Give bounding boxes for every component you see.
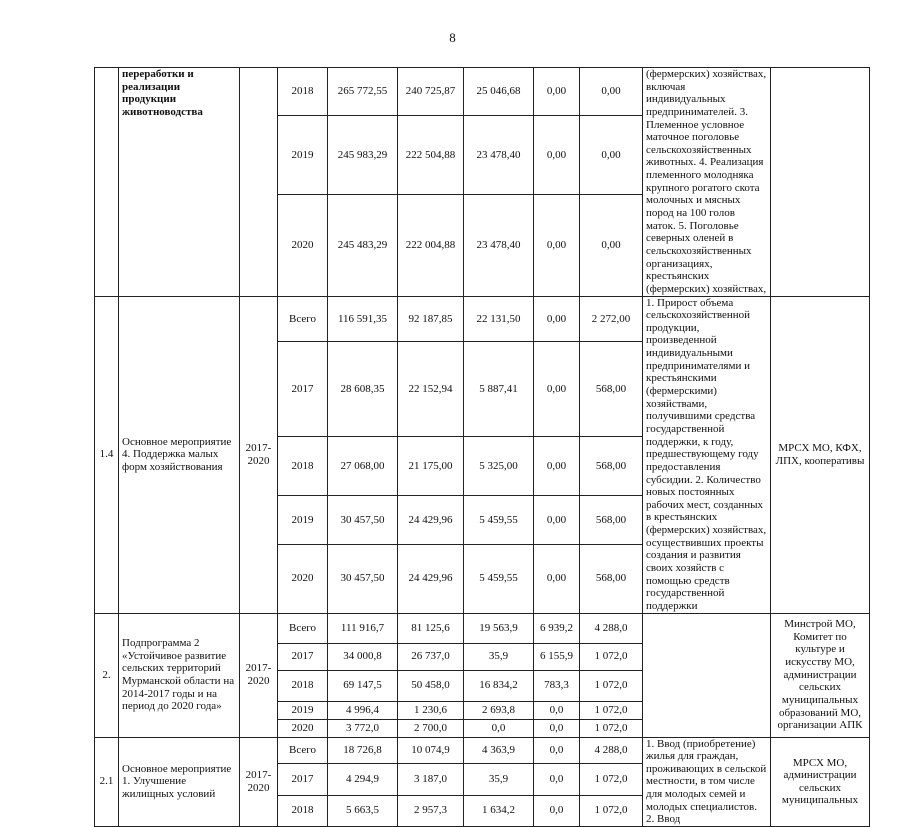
extrabudget-cell: 4 288,0	[580, 613, 643, 643]
local-budget-cell: 0,00	[534, 342, 580, 437]
period	[240, 68, 278, 297]
executors	[771, 68, 870, 297]
year-cell: Всего	[278, 613, 328, 643]
federal-budget-cell: 5 325,00	[464, 437, 534, 496]
year-cell: Всего	[278, 737, 328, 764]
period: 2017-2020	[240, 613, 278, 737]
federal-budget-cell: 5 887,41	[464, 342, 534, 437]
federal-budget-cell: 23 478,40	[464, 116, 534, 195]
local-budget-cell: 6 939,2	[534, 613, 580, 643]
total-cell: 245 983,29	[328, 116, 398, 195]
regional-budget-cell: 24 429,96	[398, 495, 464, 544]
federal-budget-cell: 4 363,9	[464, 737, 534, 764]
total-cell: 265 772,55	[328, 68, 398, 116]
total-cell: 30 457,50	[328, 495, 398, 544]
year-cell: 2020	[278, 719, 328, 737]
regional-budget-cell: 222 504,88	[398, 116, 464, 195]
total-cell: 3 772,0	[328, 719, 398, 737]
year-cell: Всего	[278, 296, 328, 342]
year-cell: 2017	[278, 764, 328, 795]
year-cell: 2019	[278, 116, 328, 195]
extrabudget-cell: 1 072,0	[580, 643, 643, 670]
year-cell: 2017	[278, 342, 328, 437]
executors: МРСХ МО, администрации сельских муниципальных	[771, 737, 870, 826]
federal-budget-cell: 22 131,50	[464, 296, 534, 342]
year-cell: 2020	[278, 194, 328, 296]
total-cell: 27 068,00	[328, 437, 398, 496]
local-budget-cell: 0,00	[534, 116, 580, 195]
executors: МРСХ МО, КФХ, ЛПХ, кооперативы	[771, 296, 870, 613]
measure-name: переработки и реализации продукции животноводства	[119, 68, 240, 297]
extrabudget-cell: 568,00	[580, 437, 643, 496]
total-cell: 18 726,8	[328, 737, 398, 764]
table-row	[95, 613, 870, 643]
federal-budget-cell: 5 459,55	[464, 544, 534, 613]
local-budget-cell: 0,0	[534, 737, 580, 764]
year-cell: 2018	[278, 437, 328, 496]
federal-budget-cell: 35,9	[464, 643, 534, 670]
year-cell: 2018	[278, 68, 328, 116]
extrabudget-cell: 0,00	[580, 116, 643, 195]
results-indicators: 1. Ввод (приобретение) жилья для граждан, проживающих в сельской местности, в том числе для молодых семей и молодых специалистов. 2. Ввод	[643, 737, 771, 826]
extrabudget-cell: 1 072,0	[580, 719, 643, 737]
total-cell: 4 996,4	[328, 701, 398, 719]
extrabudget-cell: 1 072,0	[580, 795, 643, 827]
row-index	[95, 68, 119, 297]
total-cell: 30 457,50	[328, 544, 398, 613]
results-indicators	[643, 613, 771, 737]
local-budget-cell: 0,0	[534, 701, 580, 719]
regional-budget-cell: 222 004,88	[398, 194, 464, 296]
local-budget-cell: 0,00	[534, 296, 580, 342]
local-budget-cell: 0,00	[534, 495, 580, 544]
regional-budget-cell: 240 725,87	[398, 68, 464, 116]
year-cell: 2020	[278, 544, 328, 613]
total-cell: 4 294,9	[328, 764, 398, 795]
total-cell: 69 147,5	[328, 670, 398, 701]
regional-budget-cell: 26 737,0	[398, 643, 464, 670]
regional-budget-cell: 81 125,6	[398, 613, 464, 643]
total-cell: 28 608,35	[328, 342, 398, 437]
row-index: 1.4	[95, 296, 119, 613]
local-budget-cell: 6 155,9	[534, 643, 580, 670]
row-index: 2.	[95, 613, 119, 737]
year-cell: 2017	[278, 643, 328, 670]
page-number: 8	[449, 30, 456, 45]
federal-budget-cell: 5 459,55	[464, 495, 534, 544]
extrabudget-cell: 1 072,0	[580, 701, 643, 719]
local-budget-cell: 0,00	[534, 544, 580, 613]
table-row	[95, 737, 870, 764]
regional-budget-cell: 1 230,6	[398, 701, 464, 719]
total-cell: 34 000,8	[328, 643, 398, 670]
table-row	[95, 296, 870, 342]
extrabudget-cell: 568,00	[580, 342, 643, 437]
local-budget-cell: 0,0	[534, 764, 580, 795]
year-cell: 2018	[278, 670, 328, 701]
year-cell: 2018	[278, 795, 328, 827]
local-budget-cell: 0,0	[534, 719, 580, 737]
results-indicators: 1. Прирост объема сельскохозяйственной продукции, произведенной индивидуальными предпринимателями и крестьянскими (фермерскими) хозяйствами, получившими средства государственной поддержки, к году, предшествующему году предоставления субсидии. 2. Количество новых постоянных рабочих мест, созданных в крестьянских (фермерских) хозяйствах, осуществивших проекты создания и развития своих хозяйств с помощью средств государственной поддержки	[643, 296, 771, 613]
federal-budget-cell: 0,0	[464, 719, 534, 737]
regional-budget-cell: 21 175,00	[398, 437, 464, 496]
year-cell: 2019	[278, 701, 328, 719]
local-budget-cell: 0,0	[534, 795, 580, 827]
federal-budget-cell: 1 634,2	[464, 795, 534, 827]
results-indicators: (фермерских) хозяйствах, включая индивидуальных предпринимателей. 3. Племенное условное маточное поголовье сельскохозяйственных животных. 4. Реализация племенного молодняка крупного рогатого скота молочных и мясных пород на 100 голов маток. 5. Поголовье северных оленей в сельскохозяйственных организациях, крестьянских (фермерских) хозяйствах,	[643, 68, 771, 297]
extrabudget-cell: 0,00	[580, 68, 643, 116]
extrabudget-cell: 2 272,00	[580, 296, 643, 342]
row-index: 2.1	[95, 737, 119, 826]
period: 2017-2020	[240, 296, 278, 613]
measure-name: Подпрограмма 2 «Устойчивое развитие сельских территорий Мурманской области на 2014-2017 годы и на период до 2020 года»	[119, 613, 240, 737]
total-cell: 5 663,5	[328, 795, 398, 827]
federal-budget-cell: 2 693,8	[464, 701, 534, 719]
local-budget-cell: 0,00	[534, 194, 580, 296]
local-budget-cell: 783,3	[534, 670, 580, 701]
regional-budget-cell: 2 957,3	[398, 795, 464, 827]
local-budget-cell: 0,00	[534, 437, 580, 496]
regional-budget-cell: 22 152,94	[398, 342, 464, 437]
federal-budget-cell: 16 834,2	[464, 670, 534, 701]
executors: Минстрой МО, Комитет по культуре и искусству МО, администрации сельских муниципальных образований МО, организации АПК	[771, 613, 870, 737]
federal-budget-cell: 25 046,68	[464, 68, 534, 116]
table-row	[95, 68, 870, 116]
regional-budget-cell: 3 187,0	[398, 764, 464, 795]
extrabudget-cell: 568,00	[580, 544, 643, 613]
extrabudget-cell: 568,00	[580, 495, 643, 544]
regional-budget-cell: 10 074,9	[398, 737, 464, 764]
measure-name: Основное мероприятие 4. Поддержка малых форм хозяйствования	[119, 296, 240, 613]
regional-budget-cell: 92 187,85	[398, 296, 464, 342]
extrabudget-cell: 4 288,0	[580, 737, 643, 764]
period: 2017-2020	[240, 737, 278, 826]
total-cell: 111 916,7	[328, 613, 398, 643]
regional-budget-cell: 2 700,0	[398, 719, 464, 737]
year-cell: 2019	[278, 495, 328, 544]
regional-budget-cell: 50 458,0	[398, 670, 464, 701]
federal-budget-cell: 23 478,40	[464, 194, 534, 296]
federal-budget-cell: 35,9	[464, 764, 534, 795]
total-cell: 116 591,35	[328, 296, 398, 342]
total-cell: 245 483,29	[328, 194, 398, 296]
extrabudget-cell: 0,00	[580, 194, 643, 296]
regional-budget-cell: 24 429,96	[398, 544, 464, 613]
local-budget-cell: 0,00	[534, 68, 580, 116]
federal-budget-cell: 19 563,9	[464, 613, 534, 643]
program-table	[94, 67, 870, 827]
extrabudget-cell: 1 072,0	[580, 764, 643, 795]
extrabudget-cell: 1 072,0	[580, 670, 643, 701]
measure-name: Основное мероприятие 1. Улучшение жилищных условий	[119, 737, 240, 826]
